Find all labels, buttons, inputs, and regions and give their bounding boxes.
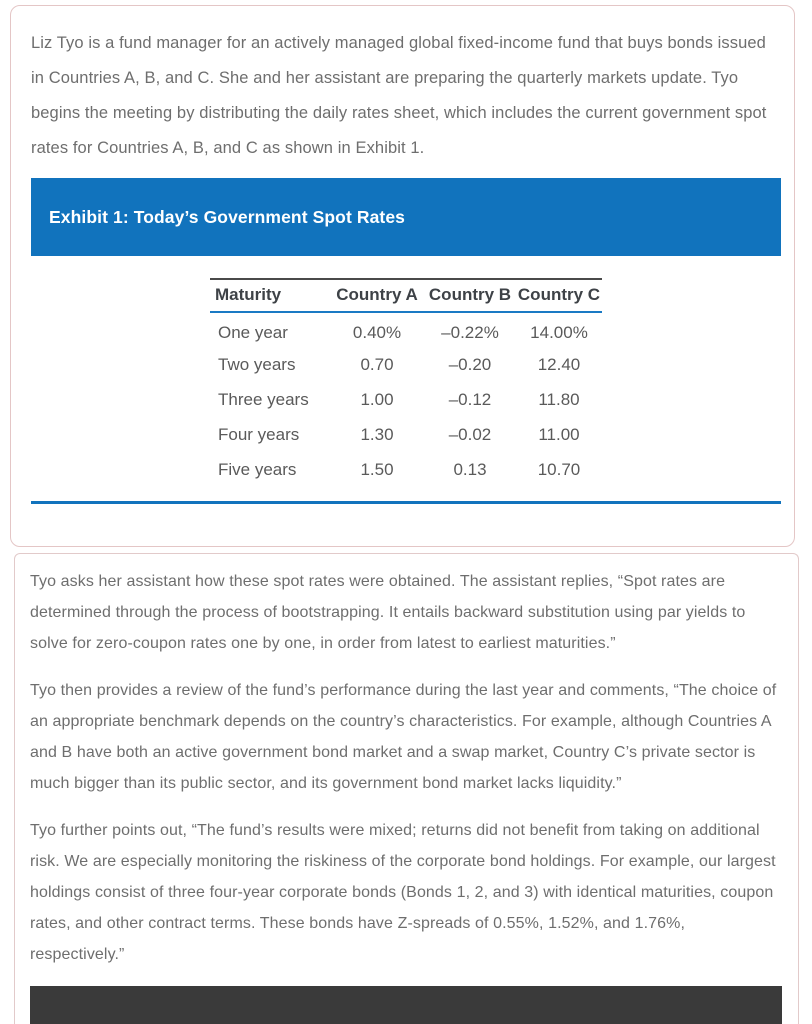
header-country-b: Country B bbox=[424, 279, 516, 312]
table-row bbox=[210, 417, 602, 452]
exhibit-header-bar bbox=[31, 178, 781, 256]
vignette-paragraph-bootstrapping: Tyo asks her assistant how these spot rates were obtained. The assistant replies, “Spot rates are determined through the process of bootstrapping. It entails backward substitution using par yields to solve for zero-coupon rates one by one, in order from latest to earliest maturities.” bbox=[30, 573, 746, 652]
cell-country-a: 1.00 bbox=[360, 389, 394, 409]
table-row bbox=[210, 312, 602, 347]
exhibit-title: Exhibit 1: Today’s Government Spot Rates bbox=[49, 206, 406, 227]
cell-country-b: –0.20 bbox=[448, 354, 492, 374]
next-section-cutoff-bar bbox=[30, 986, 782, 1024]
cell-country-a: 0.70 bbox=[360, 354, 394, 374]
table-header-row bbox=[210, 279, 602, 312]
cell-country-c: 14.00% bbox=[530, 323, 588, 342]
header-country-c: Country C bbox=[516, 279, 602, 312]
cell-maturity: Three years bbox=[218, 389, 309, 409]
cell-country-a: 1.50 bbox=[360, 459, 394, 479]
header-maturity: Maturity bbox=[210, 279, 330, 312]
cell-country-c: 11.80 bbox=[538, 389, 580, 409]
cell-country-c: 11.00 bbox=[538, 424, 580, 444]
table-row bbox=[210, 452, 602, 487]
cell-country-a: 1.30 bbox=[360, 424, 394, 444]
cell-country-b: –0.22% bbox=[441, 323, 499, 342]
cell-country-b: –0.12 bbox=[448, 389, 492, 409]
intro-paragraph: Liz Tyo is a fund manager for an actively managed global fixed-income fund that buys bonds issued in Countries A, B, and C. She and her assistant are preparing the quarterly markets update. Tyo begins the meeting by distributing the daily rates sheet, which includes the current government spot rates for Countries A, B, and C as shown in Exhibit 1. bbox=[31, 34, 767, 157]
header-country-a: Country A bbox=[330, 279, 424, 312]
cell-country-c: 10.70 bbox=[537, 459, 581, 479]
cell-maturity: Four years bbox=[218, 424, 300, 444]
cell-maturity: One year bbox=[218, 323, 288, 342]
intro-card bbox=[10, 5, 795, 547]
cell-country-c: 12.40 bbox=[537, 354, 581, 374]
vignette-paragraph-zspreads: Tyo further points out, “The fund’s results were mixed; returns did not benefit from taking on additional risk. We are especially monitoring the riskiness of the corporate bond holdings. For example, our largest holdings consist of three four-year corporate bonds (Bonds 1, 2, and 3) with identical maturities, coupon rates, and other contract terms. These bonds have Z-spreads of 0.55%, 1.52%, and 1.76%, respectively.” bbox=[30, 822, 776, 963]
cell-country-a: 0.40% bbox=[352, 323, 402, 342]
table-row bbox=[210, 347, 602, 382]
cell-country-b: –0.02 bbox=[448, 424, 492, 444]
cell-maturity: Five years bbox=[218, 459, 297, 479]
vignette-card bbox=[14, 553, 799, 1024]
cell-maturity: Two years bbox=[218, 354, 296, 374]
spot-rates-table bbox=[210, 278, 602, 487]
table-row bbox=[210, 382, 602, 417]
exhibit-bottom-rule bbox=[31, 501, 781, 504]
cell-country-b: 0.13 bbox=[453, 459, 487, 479]
vignette-paragraph-benchmark: Tyo then provides a review of the fund’s performance during the last year and comments, “The choice of an appropriate benchmark depends on the country’s characteristics. For example, although Countries A and B have both an active government bond market and a swap market, Country C’s private sector is much bigger than its public sector, and its government bond market lacks liquidity.” bbox=[30, 682, 777, 792]
